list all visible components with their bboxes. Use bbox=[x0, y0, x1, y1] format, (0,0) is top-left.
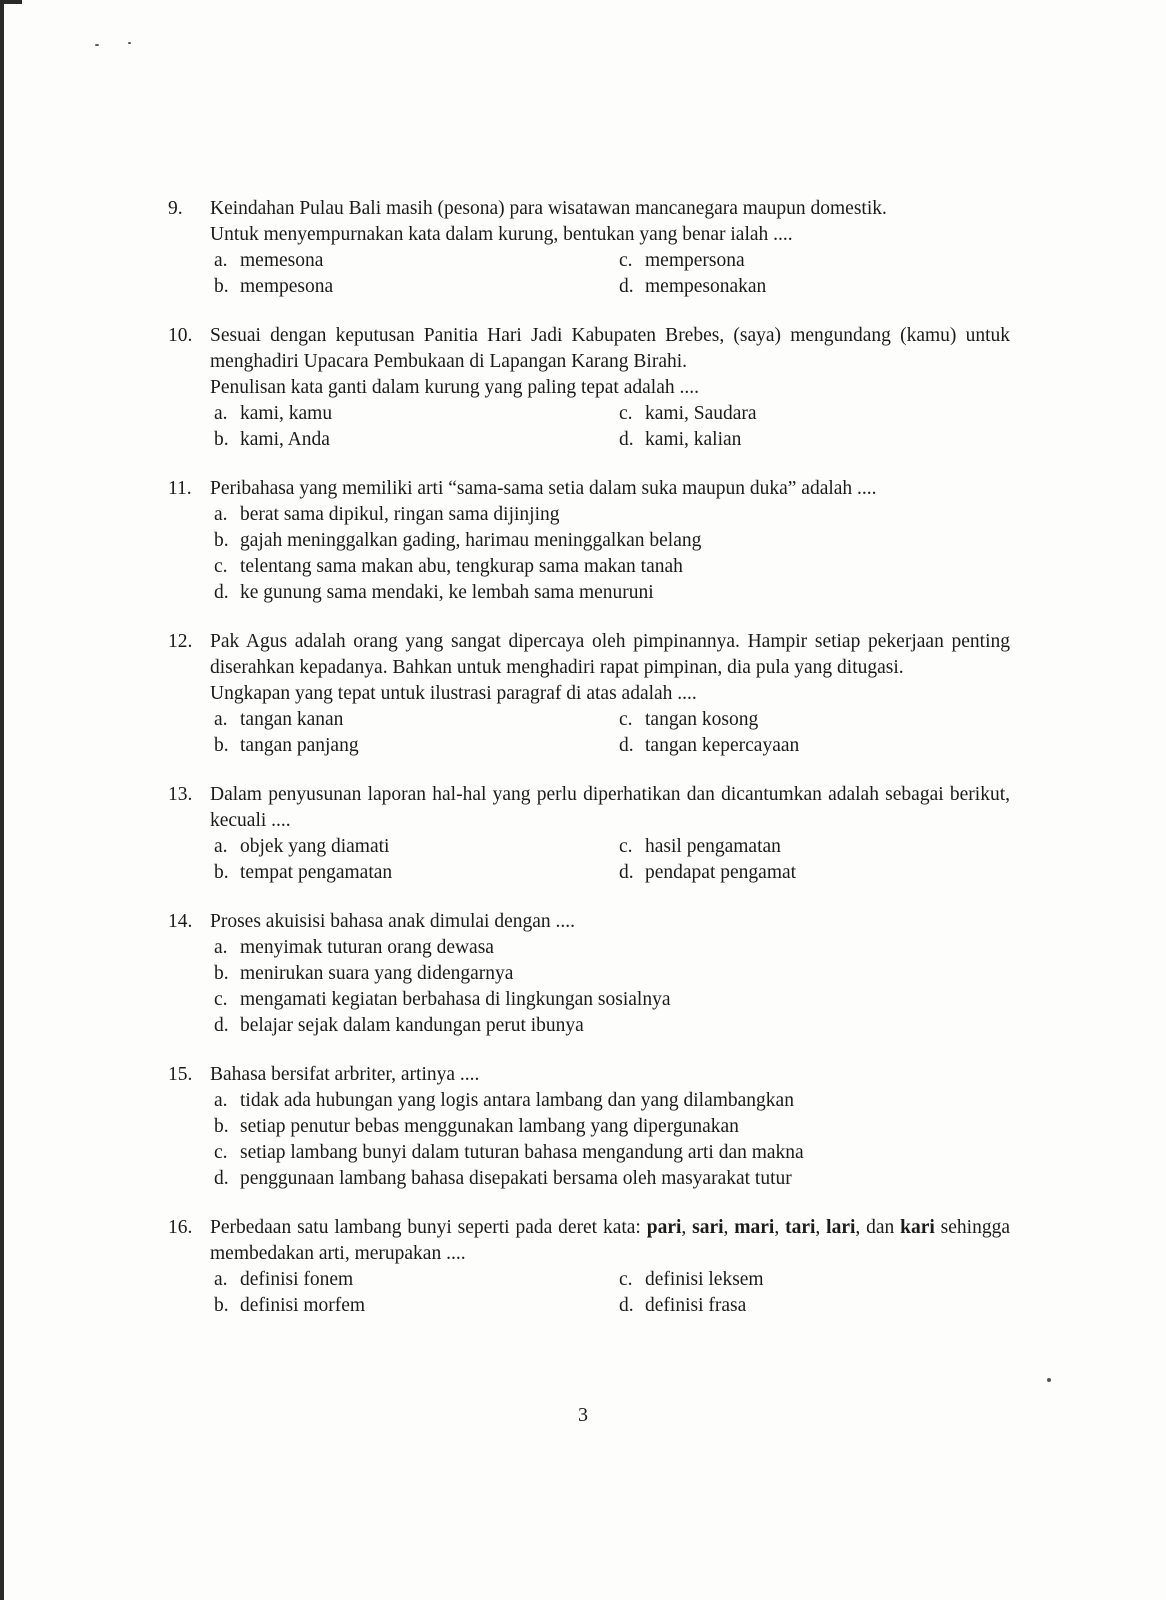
option-c[interactable]: c. mempersona bbox=[619, 250, 745, 271]
option-d[interactable]: d. definisi frasa bbox=[619, 1295, 747, 1316]
question-11 bbox=[168, 476, 1010, 606]
option-b[interactable]: b. gajah meninggalkan gading, harimau meninggalkan belang bbox=[214, 530, 702, 551]
keyword: sari bbox=[692, 1217, 724, 1238]
option-c[interactable]: c. telentang sama makan abu, tengkurap sama makan tanah bbox=[214, 556, 683, 577]
option-a[interactable]: a. menyimak tuturan orang dewasa bbox=[214, 937, 494, 958]
page-number: 3 bbox=[578, 1404, 588, 1426]
option-b[interactable]: b. tempat pengamatan bbox=[214, 862, 393, 883]
stem-line: Penulisan kata ganti dalam kurung yang paling tepat adalah .... bbox=[210, 377, 699, 398]
stem-line: Bahasa bersifat arbriter, artinya .... bbox=[210, 1064, 480, 1085]
option-c[interactable]: c. tangan kosong bbox=[619, 709, 759, 730]
option-a[interactable]: a. definisi fonem bbox=[214, 1269, 354, 1290]
question-16 bbox=[168, 1215, 1010, 1319]
scan-edge bbox=[0, 0, 4, 1600]
answer-options bbox=[214, 502, 1010, 606]
question-12 bbox=[168, 629, 1010, 759]
question-number: 14. bbox=[168, 911, 193, 932]
question-stem bbox=[210, 629, 1010, 707]
keyword: lari bbox=[826, 1217, 856, 1238]
stem-line: Keindahan Pulau Bali masih (pesona) para wisatawan mancanegara maupun domestik. bbox=[210, 198, 887, 219]
keyword: pari bbox=[646, 1217, 682, 1238]
option-a[interactable]: a. memesona bbox=[214, 250, 324, 271]
stem-line: Untuk menyempurnakan kata dalam kurung, bentukan yang benar ialah .... bbox=[210, 224, 793, 245]
option-d[interactable]: d. penggunaan lambang bahasa disepakati bersama oleh masyarakat tutur bbox=[214, 1168, 792, 1189]
question-stem bbox=[210, 909, 1010, 935]
stem-line: Perbedaan satu lambang bunyi seperti pada deret kata: pari, sari, mari, tari, lari, dan kari sehingga membedakan arti, merupakan .... bbox=[210, 1217, 1011, 1264]
option-d[interactable]: d. ke gunung sama mendaki, ke lembah sama menuruni bbox=[214, 582, 654, 603]
option-d[interactable]: d. belajar sejak dalam kandungan perut ibunya bbox=[214, 1015, 584, 1036]
keyword: mari bbox=[734, 1217, 775, 1238]
option-a[interactable]: a. objek yang diamati bbox=[214, 836, 390, 857]
answer-options bbox=[214, 401, 1010, 453]
question-13 bbox=[168, 782, 1010, 886]
scan-corner bbox=[0, 0, 22, 4]
question-stem bbox=[210, 476, 1010, 502]
stem-line: Dalam penyusunan laporan hal-hal yang perlu diperhatikan dan dicantumkan adalah sebagai berikut, kecuali .... bbox=[210, 784, 1010, 831]
question-stem bbox=[210, 196, 1010, 248]
option-b[interactable]: b. definisi morfem bbox=[214, 1295, 366, 1316]
option-d[interactable]: d. pendapat pengamat bbox=[619, 862, 797, 883]
question-number: 12. bbox=[168, 631, 193, 652]
keyword: tari bbox=[785, 1217, 816, 1238]
exam-page bbox=[168, 196, 1010, 1342]
scan-speck bbox=[1047, 1378, 1051, 1382]
stem-line: Pak Agus adalah orang yang sangat dipercaya oleh pimpinannya. Hampir setiap pekerjaan penting diserahkan kepadanya. Bahkan untuk menghadiri rapat pimpinan, dia pula yang ditugasi. bbox=[210, 631, 1010, 678]
option-c[interactable]: c. kami, Saudara bbox=[619, 403, 757, 424]
option-b[interactable]: b. menirukan suara yang didengarnya bbox=[214, 963, 514, 984]
question-10 bbox=[168, 323, 1010, 453]
question-number: 9. bbox=[168, 198, 183, 219]
option-d[interactable]: d. tangan kepercayaan bbox=[619, 735, 800, 756]
option-a[interactable]: a. kami, kamu bbox=[214, 403, 333, 424]
answer-options bbox=[214, 834, 1010, 886]
question-stem bbox=[210, 1062, 1010, 1088]
option-d[interactable]: d. kami, kalian bbox=[619, 429, 742, 450]
option-d[interactable]: d. mempesonakan bbox=[619, 276, 767, 297]
option-a[interactable]: a. tangan kanan bbox=[214, 709, 344, 730]
question-14 bbox=[168, 909, 1010, 1039]
answer-options bbox=[214, 707, 1010, 759]
option-b[interactable]: b. mempesona bbox=[214, 276, 334, 297]
question-number: 11. bbox=[168, 478, 192, 499]
question-9 bbox=[168, 196, 1010, 300]
stem-line: Proses akuisisi bahasa anak dimulai dengan .... bbox=[210, 911, 576, 932]
answer-options bbox=[214, 248, 1010, 300]
question-stem bbox=[210, 1215, 1010, 1267]
scan-speck bbox=[95, 44, 99, 46]
answer-options bbox=[214, 1088, 1010, 1192]
answer-options bbox=[214, 1267, 1010, 1319]
stem-line: Sesuai dengan keputusan Panitia Hari Jadi Kabupaten Brebes, (saya) mengundang (kamu) untuk menghadiri Upacara Pembukaan di Lapangan Karang Birahi. bbox=[210, 325, 1010, 372]
stem-line: Peribahasa yang memiliki arti “sama-sama setia dalam suka maupun duka” adalah .... bbox=[210, 478, 877, 499]
question-stem bbox=[210, 782, 1010, 834]
option-c[interactable]: c. mengamati kegiatan berbahasa di lingkungan sosialnya bbox=[214, 989, 671, 1010]
question-number: 16. bbox=[168, 1217, 193, 1238]
answer-options bbox=[214, 935, 1010, 1039]
scan-speck bbox=[128, 42, 131, 44]
stem-line: Ungkapan yang tepat untuk ilustrasi paragraf di atas adalah .... bbox=[210, 683, 697, 704]
option-c[interactable]: c. hasil pengamatan bbox=[619, 836, 781, 857]
question-15 bbox=[168, 1062, 1010, 1192]
option-b[interactable]: b. tangan panjang bbox=[214, 735, 359, 756]
keyword: kari bbox=[900, 1217, 935, 1238]
question-number: 10. bbox=[168, 325, 193, 346]
question-number: 15. bbox=[168, 1064, 193, 1085]
option-c[interactable]: c. setiap lambang bunyi dalam tuturan bahasa mengandung arti dan makna bbox=[214, 1142, 804, 1163]
option-a[interactable]: a. tidak ada hubungan yang logis antara lambang dan yang dilambangkan bbox=[214, 1090, 794, 1111]
option-a[interactable]: a. berat sama dipikul, ringan sama dijinjing bbox=[214, 504, 560, 525]
question-stem bbox=[210, 323, 1010, 401]
option-b[interactable]: b. kami, Anda bbox=[214, 429, 330, 450]
option-b[interactable]: b. setiap penutur bebas menggunakan lambang yang dipergunakan bbox=[214, 1116, 739, 1137]
question-number: 13. bbox=[168, 784, 193, 805]
option-c[interactable]: c. definisi leksem bbox=[619, 1269, 764, 1290]
